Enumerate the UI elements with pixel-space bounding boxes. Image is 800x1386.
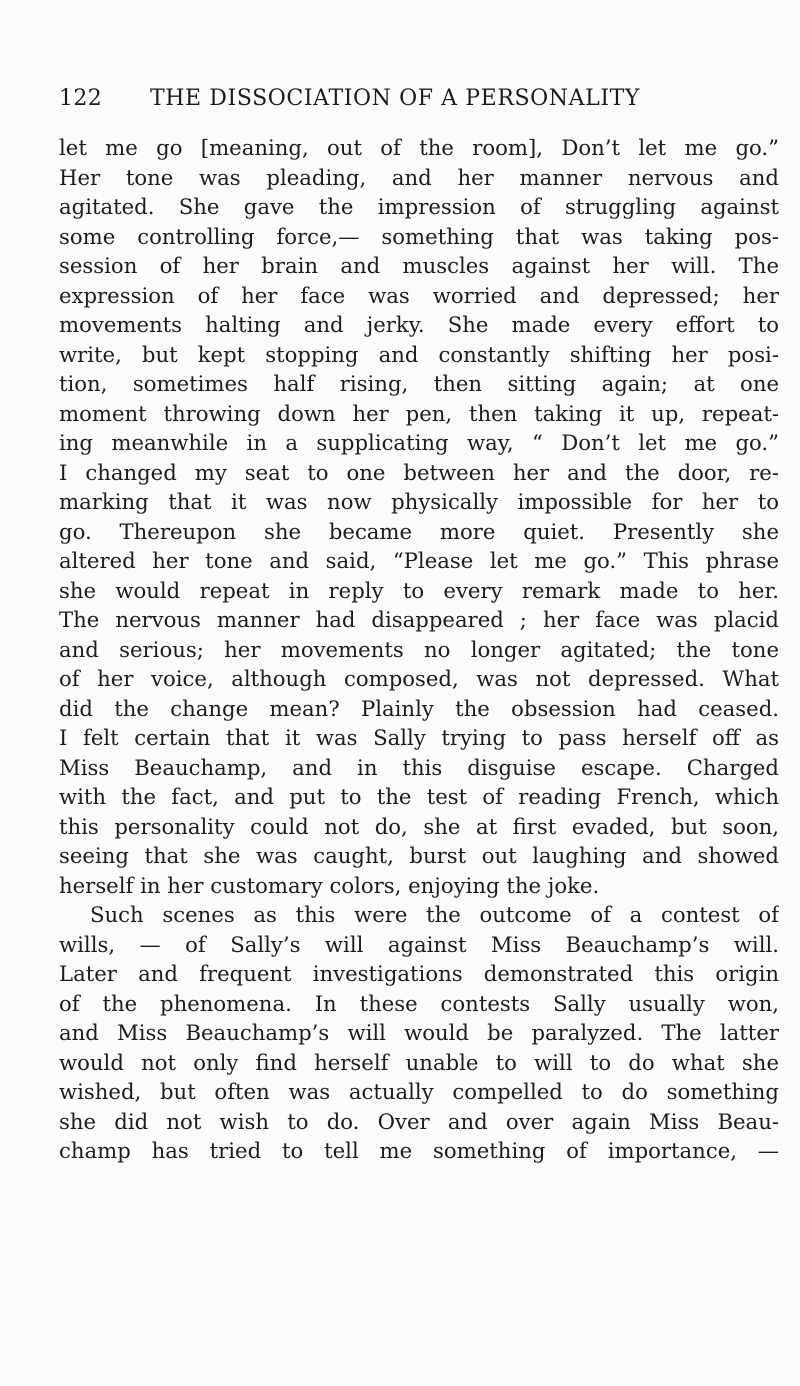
text-line: Miss Beauchamp, and in this disguise escape. Charged xyxy=(59,754,779,780)
text-line: seeing that she was caught, burst out laughing and showed xyxy=(59,843,779,868)
text-line: and serious; her movements no longer agitated; the tone xyxy=(59,636,779,662)
text-line: agitated. She gave the impression of struggling against xyxy=(59,194,779,219)
text-line: of her voice, although composed, was not depressed. What xyxy=(59,666,779,691)
text-line: let me go [meaning, out of the room], Don’t let me go.” xyxy=(59,135,779,160)
text-line: she did not wish to do. Over and over again Miss Beau- xyxy=(59,1108,779,1134)
text-line: ing meanwhile in a supplicating way, “ Don’t let me go.” xyxy=(59,430,779,455)
text-line: would not only find herself unable to will to do what she xyxy=(59,1049,779,1075)
running-head-title: THE DISSOCIATION OF A PERSONALITY xyxy=(150,86,641,111)
text-line: she would repeat in reply to every remark made to her. xyxy=(59,577,779,603)
text-line: marking that it was now physically impossible for her to xyxy=(59,489,779,514)
text-line: herself in her customary colors, enjoying the joke. xyxy=(59,872,600,898)
text-line: Her tone was pleading, and her manner nervous and xyxy=(59,164,779,190)
text-line: expression of her face was worried and depressed; her xyxy=(59,282,779,308)
text-line: moment throwing down her pen, then taking it up, repeat- xyxy=(59,400,779,426)
text-line: movements halting and jerky. She made every effort to xyxy=(59,312,779,337)
text-line: did the change mean? Plainly the obsession had ceased. xyxy=(59,695,779,721)
page-number: 122 xyxy=(59,86,103,111)
text-line: go. Thereupon she became more quiet. Presently she xyxy=(59,518,779,544)
text-line: Later and frequent investigations demonstrated this origin xyxy=(59,961,779,986)
text-line: I felt certain that it was Sally trying to pass herself off as xyxy=(59,725,779,750)
text-line: wished, but often was actually compelled to do something xyxy=(59,1079,779,1104)
text-line: altered her tone and said, “Please let me go.” This phrase xyxy=(59,548,779,573)
text-line: of the phenomena. In these contests Sally usually won, xyxy=(59,990,779,1016)
running-head xyxy=(59,86,699,116)
text-line: I changed my seat to one between her and the door, re- xyxy=(59,459,779,485)
text-line: The nervous manner had disappeared ; her face was placid xyxy=(59,607,779,632)
text-line: wills, — of Sally’s will against Miss Beauchamp’s will. xyxy=(59,931,779,957)
text-line: session of her brain and muscles against her will. The xyxy=(59,253,779,278)
text-line: and Miss Beauchamp’s will would be paralyzed. The latter xyxy=(59,1020,779,1045)
text-line: this personality could not do, she at first evaded, but soon, xyxy=(59,813,779,839)
text-line-paragraph-start: Such scenes as this were the outcome of a contest of xyxy=(90,902,779,927)
body-text xyxy=(59,133,779,1166)
text-line: with the fact, and put to the test of reading French, which xyxy=(59,784,779,809)
text-line: tion, sometimes half rising, then sitting again; at one xyxy=(59,371,779,396)
text-line: champ has tried to tell me something of importance, — xyxy=(59,1138,779,1163)
text-line: write, but kept stopping and constantly shifting her posi- xyxy=(59,341,779,367)
text-line: some controlling force,— something that was taking pos- xyxy=(59,223,779,249)
